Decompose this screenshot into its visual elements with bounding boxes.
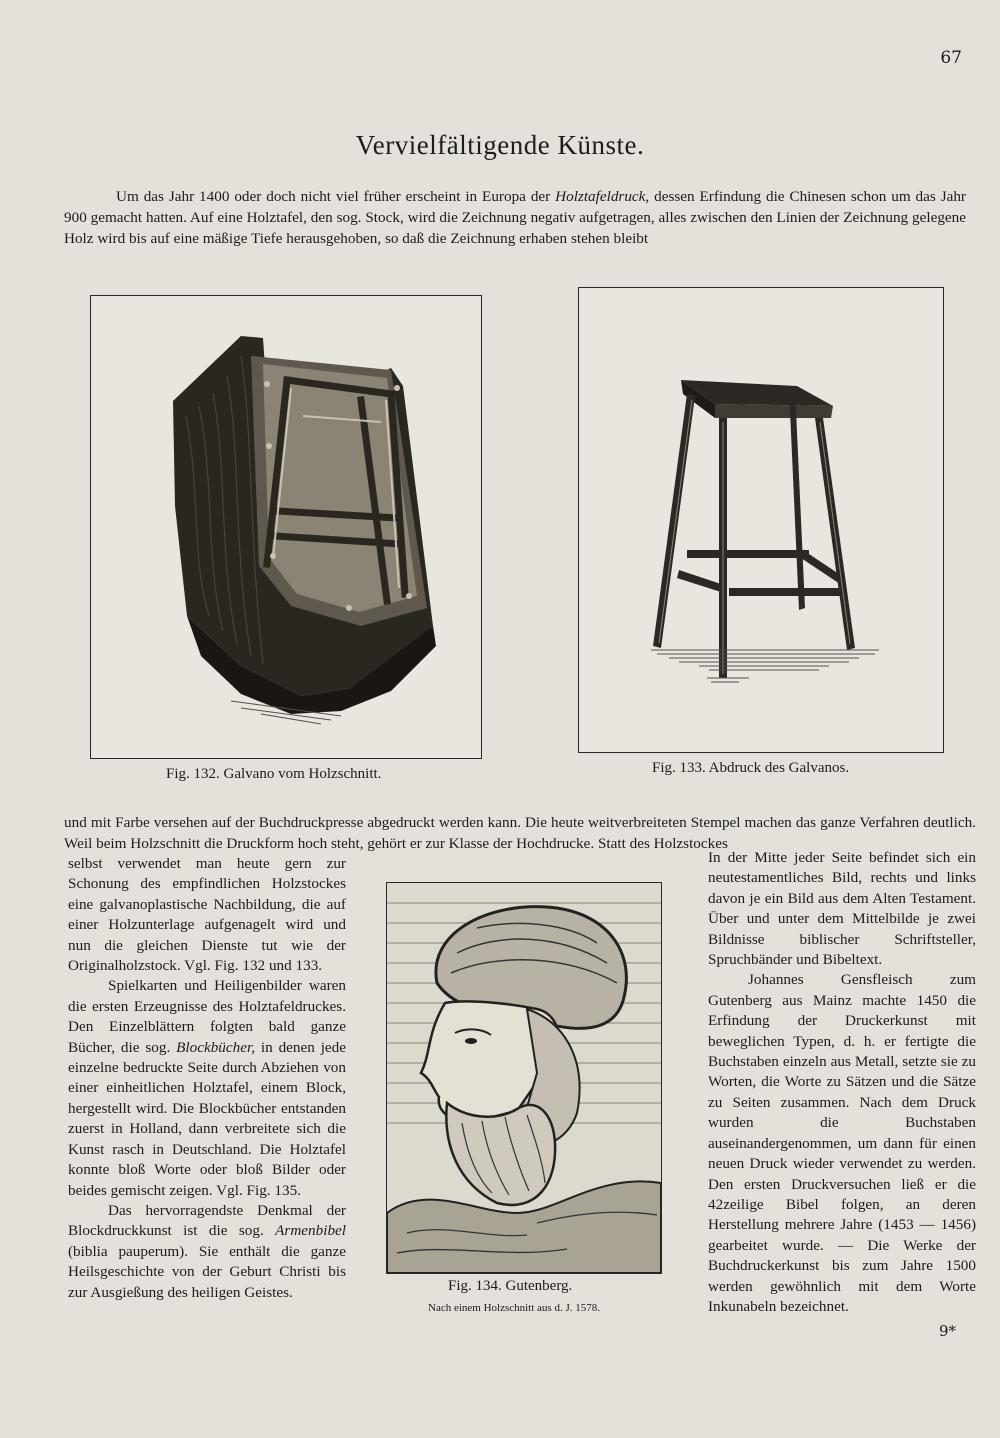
left-p3-text-a: Das hervorragendste Denkmal der Blockdruckkunst ist die sog.	[68, 1201, 346, 1240]
right-paragraph-1: In der Mitte jeder Seite befindet sich ein neutestamentliches Bild, rechts und links davon je ein Bild aus dem Alten Testament. Über und unter dem Mittelbilde je zwei Bildnisse biblischer Schriftsteller, Spruchbänder und Bibeltext.	[708, 849, 976, 969]
left-p2-emphasis: Blockbücher,	[176, 1038, 255, 1056]
intro-text-2: dessen Erfindung die Chinesen schon um das Jahr 900 gemacht hatten. Auf eine Holztafel, den sog. Stock, wird die Zeichnung negativ aufgetragen, alles zwischen den Linien der Zeichnung gelegene Holz wird bis auf eine mäßige Tiefe herausgehoben, so daß die Zeichnung erhaben stehen bleibt	[64, 188, 966, 247]
page-number: 67	[940, 48, 962, 68]
left-paragraph-1: selbst verwendet man heute gern zur Schonung des empfindlichen Holzstockes eine galvanoplastische Nachbildung, die auf einer Holzunterlage aufgenagelt wird und nun die gleichen Dienste tut wie der Originalholzstock. Vgl. Fig. 132 und 133.	[68, 855, 346, 975]
right-paragraph-2: Johannes Gensfleisch zum Gutenberg aus Mainz machte 1450 die Erfindung der Druckerkunst mit beweglichen Typen, d. h. er fertigte die Buchstaben einzeln aus Metall, setzte sie zu Worten, die Worte zu Sätzen und die Sätze zu Seiten zusammen. Nach dem Druck wurden die Buchstaben auseinandergenommen, um dann für einen neuen Druck wieder verwendet zu werden. Den ersten Druckversuchen ließ er die 42zeilige Bibel folgen, an deren Herstellung mehrere Jahre (1453 — 1456) gearbeitet wurde. — Die Werke der Buchdruckerkunst bis zum Jahre 1500 werden gewöhnlich mit dem Worte Inkunabeln bezeichnet.	[708, 971, 976, 1315]
signature-mark: 9*	[938, 1322, 956, 1340]
intro-text-1: Um das Jahr 1400 oder doch nicht viel früher erscheint in Europa der	[116, 188, 556, 205]
left-p2-text-b: in denen jede einzelne bedruckte Seite durch Abziehen von einer einheitlichen Holztafel, einem Block, hergestellt wird. Die Blockbücher entstanden zuerst in Holland, dann verbreitete sich die Kunst rasch in Deutschland. Die Holztafel konnte bloß Worte oder bloß Bilder oder beides gemischt zeigen. Vgl. Fig. 135.	[68, 1038, 347, 1199]
figure-134-subcaption: Nach einem Holzschnitt aus d. J. 1578.	[428, 1302, 600, 1314]
left-paragraph-2	[68, 976, 346, 1200]
figure-133-stool-print	[578, 287, 944, 753]
figure-134-caption: Fig. 134. Gutenberg.	[448, 1278, 573, 1294]
left-paragraph-3	[68, 1201, 346, 1303]
left-column	[68, 854, 346, 1303]
figure-134-gutenberg-portrait	[386, 882, 662, 1274]
right-column	[708, 848, 976, 1317]
left-p3-emphasis: Armenbibel	[275, 1222, 346, 1240]
continuation-paragraph: und mit Farbe versehen auf der Buchdruckpresse abgedruckt werden kann. Die heute weitverbreiteten Stempel machen das ganze Verfahren deutlich. Weil beim Holzschnitt die Druckform hoch steht, gehört er zur Klasse der Hochdrucke. Statt des Holzstockes	[64, 814, 976, 852]
left-p3-text-b: (biblia pauperum). Sie enthält die ganze Heilsgeschichte von der Geburt Christi bis zur Ausgießung des heiligen Geistes.	[68, 1242, 346, 1301]
intro-paragraph	[64, 186, 966, 249]
left-p2-text-a: Spielkarten und Heiligenbilder waren die ersten Erzeugnisse des Holztafeldruckes. Den Einzelblättern folgten bald ganze Bücher, die sog.	[68, 977, 346, 1056]
page-title: Vervielfältigende Künste.	[355, 130, 645, 160]
gutenberg-woodcut-illustration	[387, 883, 661, 1273]
galvano-woodblock-illustration	[91, 296, 481, 758]
intro-emphasis: Holztafeldruck,	[555, 188, 650, 205]
figure-132-caption: Fig. 132. Galvano vom Holzschnitt.	[166, 766, 382, 782]
stool-illustration	[579, 288, 943, 752]
figure-133-caption: Fig. 133. Abdruck des Galvanos.	[652, 760, 850, 776]
figure-132-galvano	[90, 295, 482, 759]
